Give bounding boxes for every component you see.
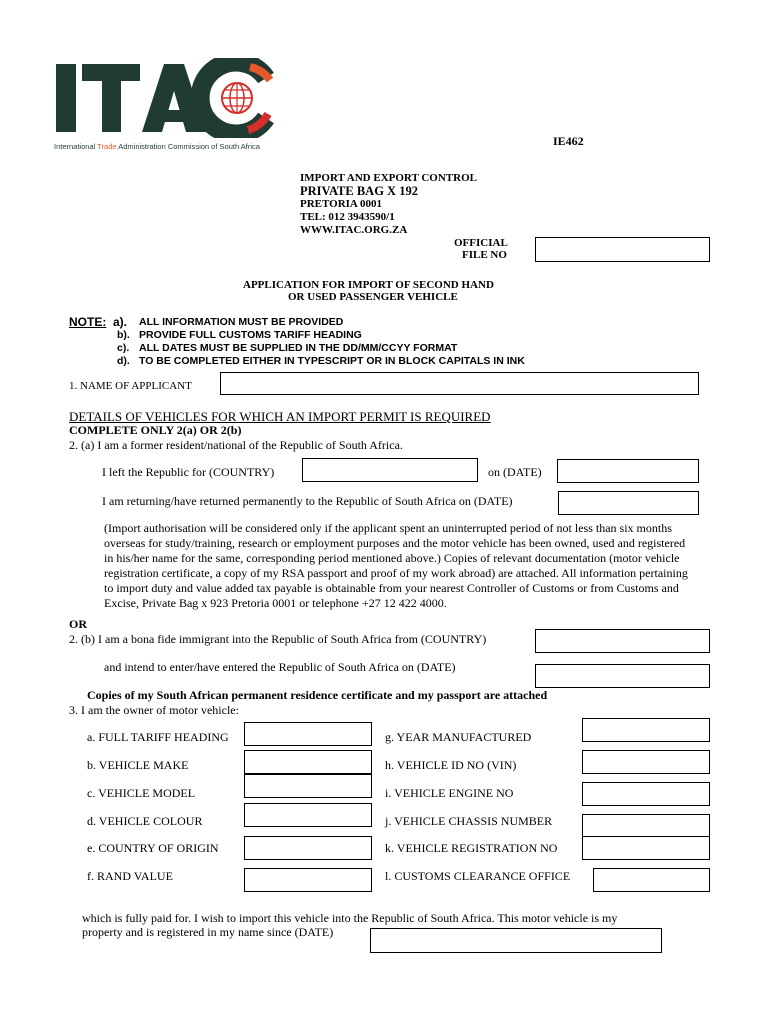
field-label-registration-no: k. VEHICLE REGISTRATION NO xyxy=(385,841,558,855)
vehicle-model-input[interactable] xyxy=(244,774,372,798)
note-marker-c: c). xyxy=(117,342,130,354)
logo-tagline: International Trade Administration Commission of South Africa xyxy=(54,142,260,151)
address-line1: IMPORT AND EXPORT CONTROL xyxy=(300,172,477,184)
return-date-input[interactable] xyxy=(558,491,699,515)
note-marker-b: b). xyxy=(117,329,130,341)
note-text-d: TO BE COMPLETED EITHER IN TYPESCRIPT OR IN BLOCK CAPITALS IN INK xyxy=(139,355,525,367)
name-of-applicant-label: 1. NAME OF APPLICANT xyxy=(69,380,192,392)
note-label: NOTE: xyxy=(69,315,107,329)
vin-input[interactable] xyxy=(582,750,710,774)
note-text-c: ALL DATES MUST BE SUPPLIED IN THE DD/MM/CCYY FORMAT xyxy=(139,342,458,354)
intend-enter-label: and intend to enter/have entered the Republic of South Africa on (DATE) xyxy=(104,660,456,674)
logo-graphic xyxy=(54,58,284,138)
registered-since-date-input[interactable] xyxy=(370,928,662,953)
field-label-rand-value: f. RAND VALUE xyxy=(87,869,173,883)
note-marker-a: a). xyxy=(113,315,128,329)
field-label-chassis-number: j. VEHICLE CHASSIS NUMBER xyxy=(385,814,553,828)
address-line5: WWW.ITAC.ORG.ZA xyxy=(300,224,408,236)
field-label-vehicle-make: b. VEHICLE MAKE xyxy=(87,758,189,772)
rand-value-input[interactable] xyxy=(244,868,372,892)
field-label-tariff-heading: a. FULL TARIFF HEADING xyxy=(87,730,229,744)
field-label-country-of-origin: e. COUNTRY OF ORIGIN xyxy=(87,841,219,855)
tariff-heading-input[interactable] xyxy=(244,722,372,746)
complete-only-heading: COMPLETE ONLY 2(a) OR 2(b) xyxy=(69,423,242,437)
form-title-line1: APPLICATION FOR IMPORT OF SECOND HAND xyxy=(243,279,494,291)
note-text-a: ALL INFORMATION MUST BE PROVIDED xyxy=(139,316,344,328)
file-no-label: FILE NO xyxy=(462,249,507,261)
engine-no-input[interactable] xyxy=(582,782,710,806)
field-label-engine-no: i. VEHICLE ENGINE NO xyxy=(385,786,514,800)
field-label-vehicle-colour: d. VEHICLE COLOUR xyxy=(87,814,203,828)
fully-paid-statement: which is fully paid for. I wish to import this vehicle into the Republic of South Africa. This motor vehicle is my xyxy=(82,911,618,925)
name-of-applicant-input[interactable] xyxy=(220,372,699,395)
address-line2: PRIVATE BAG X 192 xyxy=(300,184,418,198)
year-manufactured-input[interactable] xyxy=(582,718,710,742)
registered-since-label: property and is registered in my name since (DATE) xyxy=(82,925,334,939)
vehicle-colour-input[interactable] xyxy=(244,803,372,827)
section-2a-label: 2. (a) I am a former resident/national of the Republic of South Africa. xyxy=(69,438,403,452)
customs-clearance-office-input[interactable] xyxy=(593,868,710,892)
note-marker-d: d). xyxy=(117,355,130,367)
official-label: OFFICIAL xyxy=(454,237,508,249)
chassis-number-input[interactable] xyxy=(582,814,710,838)
section-2b-label: 2. (b) I am a bona fide immigrant into the Republic of South Africa from (COUNTRY) xyxy=(69,632,487,646)
left-date-input[interactable] xyxy=(557,459,699,483)
eligibility-paragraph: (Import authorisation will be considered only if the applicant spent an uninterrupted period of not less than six months overseas for study/training, research or employment purposes and the motor vehicle has been owned, used and registered in his/her name for the same, corresponding period mentioned above.) Copies of relevant documentation (motor vehicle registration certificate, a copy of my RSA passport and proof of my work abroad) are attached. All information pertaining to import duty and value added tax payable is obtainable from your nearest Controller of Customs or from Customs and Excise, Private Bag x 923 Pretoria 0001 or telephone +27 12 422 4000. xyxy=(104,521,688,610)
returning-label: I am returning/have returned permanently to the Republic of South Africa on (DATE) xyxy=(102,494,513,508)
official-file-no-input[interactable] xyxy=(535,237,710,262)
country-of-origin-input[interactable] xyxy=(244,836,372,860)
field-label-customs-clearance-office: l. CUSTOMS CLEARANCE OFFICE xyxy=(385,869,571,883)
note-text-b: PROVIDE FULL CUSTOMS TARIFF HEADING xyxy=(139,329,362,341)
copies-attached-note: Copies of my South African permanent residence certificate and my passport are attached xyxy=(87,688,548,702)
form-title-line2: OR USED PASSENGER VEHICLE xyxy=(288,291,458,303)
field-label-vehicle-model: c. VEHICLE MODEL xyxy=(87,786,196,800)
or-separator: OR xyxy=(69,617,87,631)
immigrant-country-input[interactable] xyxy=(535,629,710,653)
address-line4: TEL: 012 3943590/1 xyxy=(300,211,395,223)
itac-logo xyxy=(54,58,284,153)
field-label-year-manufactured: g. YEAR MANUFACTURED xyxy=(385,730,532,744)
entry-date-input[interactable] xyxy=(535,664,710,688)
form-code: IE462 xyxy=(553,134,584,148)
details-heading: DETAILS OF VEHICLES FOR WHICH AN IMPORT PERMIT IS REQUIRED xyxy=(69,409,491,424)
address-line3: PRETORIA 0001 xyxy=(300,198,383,210)
registration-no-input[interactable] xyxy=(582,836,710,860)
left-country-input[interactable] xyxy=(302,458,478,482)
left-republic-label: I left the Republic for (COUNTRY) xyxy=(102,465,275,479)
field-label-vin: h. VEHICLE ID NO (VIN) xyxy=(385,758,517,772)
on-date-label: on (DATE) xyxy=(488,465,542,479)
vehicle-make-input[interactable] xyxy=(244,750,372,774)
section-3-label: 3. I am the owner of motor vehicle: xyxy=(69,703,239,717)
